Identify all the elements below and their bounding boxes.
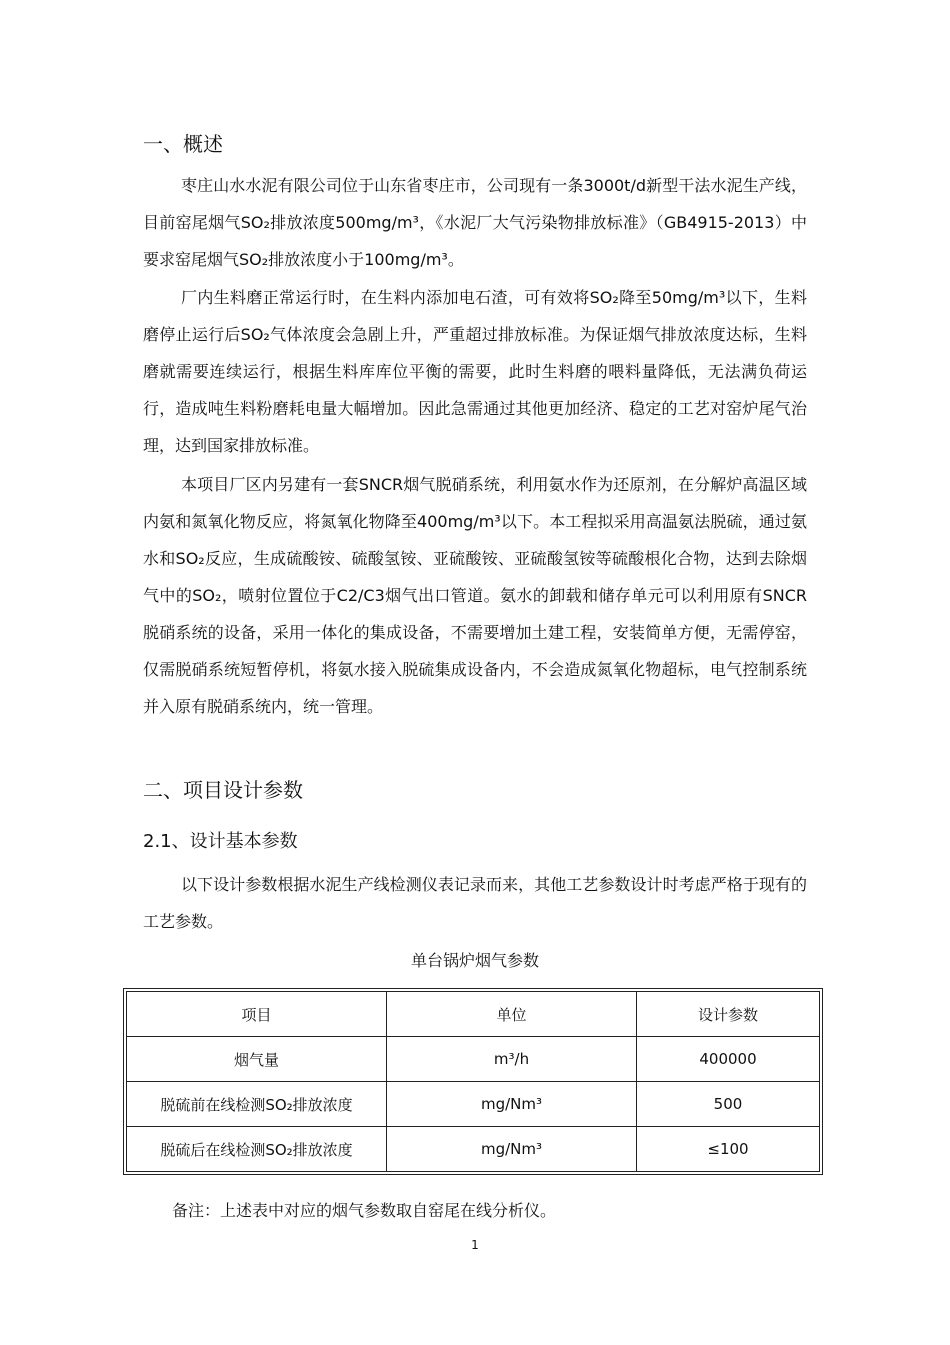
paragraph-raw-mill: 厂内生料磨正常运行时，在生料内添加电石渣，可有效将SO₂降至50mg/m³以下，生料磨停止运行后SO₂气体浓度会急剧上升，严重超过排放标准。为保证烟气排放浓度达标，生料磨就需要连续运行，根据生料库库位平衡的需要，此时生料磨的喂料量降低，无法满负荷运行，造成吨生料粉磨耗电量大幅增加。因此急需通过其他更加经济、稳定的工艺对窑炉尾气治理，达到国家排放标准。 xyxy=(143,288,807,455)
table-caption: 单台锅炉烟气参数 xyxy=(410,951,539,970)
page-number: 1 xyxy=(471,1238,479,1252)
subsection-heading-basic-params: 2.1、设计基本参数 xyxy=(143,831,298,852)
table-row xyxy=(127,1127,820,1172)
table-cell: m³/h xyxy=(387,1037,637,1082)
table-cell: mg/Nm³ xyxy=(387,1127,637,1172)
table-cell: 500 xyxy=(637,1082,820,1127)
section-heading-design-params: 二、项目设计参数 xyxy=(143,778,303,802)
table-header-cell: 单位 xyxy=(387,992,637,1037)
table-cell: 脱硫前在线检测SO₂排放浓度 xyxy=(127,1082,387,1127)
table-footnote: 备注：上述表中对应的烟气参数取自窑尾在线分析仪。 xyxy=(172,1201,557,1220)
table-row xyxy=(127,1037,820,1082)
table-cell: 400000 xyxy=(637,1037,820,1082)
flue-gas-parameter-table xyxy=(126,991,820,1172)
flue-gas-table-frame xyxy=(123,988,823,1175)
table-cell: mg/Nm³ xyxy=(387,1082,637,1127)
table-header-cell: 项目 xyxy=(127,992,387,1037)
table-cell: 烟气量 xyxy=(127,1037,387,1082)
table-row xyxy=(127,1082,820,1127)
section-heading-overview: 一、概述 xyxy=(143,132,223,156)
table-header-cell: 设计参数 xyxy=(637,992,820,1037)
table-header-row xyxy=(127,992,820,1037)
table-cell: ≤100 xyxy=(637,1127,820,1172)
paragraph-params-source: 以下设计参数根据水泥生产线检测仪表记录而来，其他工艺参数设计时考虑严格于现有的工艺参数。 xyxy=(143,875,807,931)
paragraph-company-intro: 枣庄山水水泥有限公司位于山东省枣庄市，公司现有一条3000t/d新型干法水泥生产线，目前窑尾烟气SO₂排放浓度500mg/m³，《水泥厂大气污染物排放标准》（GB4915-2013）中要求窑尾烟气SO₂排放浓度小于100mg/m³。 xyxy=(143,176,807,269)
table-cell: 脱硫后在线检测SO₂排放浓度 xyxy=(127,1127,387,1172)
paragraph-project-description: 本项目厂区内另建有一套SNCR烟气脱硝系统，利用氨水作为还原剂，在分解炉高温区域内氨和氮氧化物反应，将氮氧化物降至400mg/m³以下。本工程拟采用高温氨法脱硫，通过氨水和SO₂反应，生成硫酸铵、硫酸氢铵、亚硫酸铵、亚硫酸氢铵等硫酸根化合物，达到去除烟气中的SO₂，喷射位置位于C2/C3烟气出口管道。氨水的卸载和储存单元可以利用原有SNCR脱硝系统的设备，采用一体化的集成设备，不需要增加土建工程，安装简单方便，无需停窑，仅需脱硝系统短暂停机，将氨水接入脱硫集成设备内，不会造成氮氧化物超标，电气控制系统并入原有脱硝系统内，统一管理。 xyxy=(143,475,807,716)
